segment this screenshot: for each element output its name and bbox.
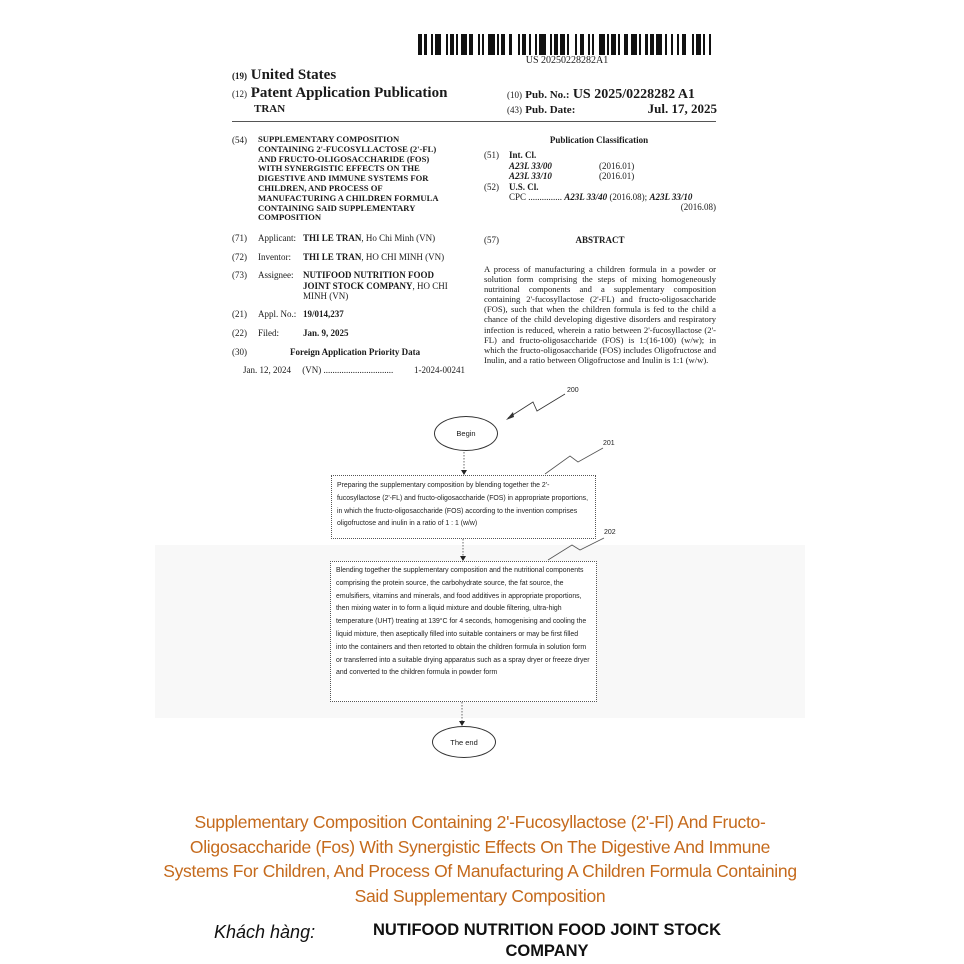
inid-code: (19) — [232, 71, 247, 81]
pub-date-label: Pub. Date: — [525, 104, 576, 116]
inid-code: (72) — [232, 252, 247, 262]
title-line: SUPPLEMENTARY COMPOSITION — [258, 134, 400, 144]
applicant-name: THI LE TRAN — [303, 233, 362, 243]
class-date: (2016.08); — [609, 192, 648, 202]
title-line: WITH SYNERGISTIC EFFECTS ON THE — [258, 163, 420, 174]
pub-class-heading: Publication Classification — [549, 135, 649, 145]
class-code: A23L 33/40 — [564, 192, 608, 202]
inventor-location: , HO CHI MINH (VN) — [361, 252, 445, 262]
abstract-heading: ABSTRACT — [575, 235, 625, 245]
pub-number-value: US 2025/0228282 A1 — [572, 87, 695, 102]
flowchart-end-node — [432, 726, 496, 758]
filed-date-value: Jan. 9, 2025 — [303, 328, 349, 338]
title-line: COMPOSITION — [258, 212, 322, 223]
foreign-priority-heading: Foreign Application Priority Data — [290, 347, 421, 357]
title-line: AND FRUCTO-OLIGOSACCHARIDE (FOS) — [258, 153, 430, 164]
abstract-text: A process of manufacturing a children formula in a powder or solution form comprising the steps of mixing homogeneously nutritional components and a supplementary composition containing 2'-fucosyllactose (2'-FL) and fructo-oligosaccharide (FOS), such that when the children formula is fed to the child a chance of the child developing digestive disorders and respiratory infection is reduced, wherein a ratio between 2'-fucosyllactose (2'-FL) and fructo-oligosaccharide (FOS) is 1:(16-100) (w/w); in which the fructo-oligosaccharide (FOS) includes Oligofructose and Inulin, and a ratio between Oligofructose and Inulin is 1:1 (w/w). — [484, 264, 716, 365]
field-label: Applicant: — [258, 233, 296, 243]
inid-code: (22) — [232, 328, 247, 338]
class-code: A23L 33/10 — [509, 171, 552, 181]
client-name: NUTIFOOD NUTRITION FOOD JOINT STOCK COMPANY — [372, 921, 722, 960]
class-code: A23L 33/00 — [509, 160, 552, 171]
cpc-label: CPC — [509, 192, 527, 202]
flowchart-step-202: Blending together the supplementary composition and the nutritional components comprising the protein source, the carbohydrate source, the fat source, the emulsifiers, vitamins and minerals, and food additives in appropriate proportions, then mixing water in to form a liquid mixture and double filtering, ultra-high temperature (UHT) treating at 139°C for 4 seconds, homogenising and cooling the liquid mixture, then aseptically filled into suitable containers or may be first filled into the containers and then retorted to obtain the children formula in solution form or transferred into a suitable drying apparatus such as a spray dryer or freeze dryer and converted to the children formula in powder form — [330, 561, 597, 702]
title-line: CHILDREN, AND PROCESS OF — [258, 182, 383, 193]
appl-no-value: 19/014,237 — [303, 309, 344, 319]
inid-code: (43) — [507, 105, 522, 115]
client-label: Khách hàng: — [214, 922, 316, 942]
reference-numeral-200: 200 — [567, 387, 579, 394]
country-name: United States — [250, 67, 337, 83]
inid-code: (71) — [232, 233, 247, 243]
inventor-surname: TRAN — [254, 103, 286, 115]
title-line: CONTAINING 2'-FUCOSYLLACTOSE (2'-FL) — [258, 143, 437, 154]
field-label: Appl. No.: — [258, 309, 297, 319]
reference-numeral-202: 202 — [604, 529, 616, 536]
leader-dots: ............... — [528, 192, 563, 202]
cpc-date-cont: (2016.08) — [680, 202, 716, 212]
inid-code: (51) — [484, 150, 499, 160]
inid-code: (54) — [232, 135, 247, 145]
priority-date: Jan. 12, 2024 — [243, 365, 291, 375]
patent-title-caption: Supplementary Composition Containing 2'-Fucosyllactose (2'-Fl) And Fructo-Oligosaccharide (Fos) With Synergistic Effects On The Digestive And Immune Systems For Children, And Process Of Manufacturing A Children Formula Containing Said Supplementary Composition — [163, 812, 797, 906]
assignee-name: JOINT STOCK COMPANY — [303, 280, 413, 291]
assignee-location: MINH (VN) — [303, 291, 349, 301]
field-label: Inventor: — [258, 252, 291, 262]
pub-number-label: Pub. No.: — [525, 89, 570, 101]
inid-code: (73) — [232, 270, 247, 280]
priority-number: 1-2024-00241 — [414, 365, 465, 375]
title-line: MANUFACTURING A CHILDREN FORMULA — [258, 192, 439, 203]
inid-code: (21) — [232, 309, 247, 319]
barcode-number: US 20250228282A1 — [525, 55, 609, 66]
class-date: (2016.01) — [599, 171, 635, 181]
field-label: Int. Cl. — [509, 150, 537, 160]
applicant-location: , Ho Chi Minh (VN) — [361, 233, 436, 243]
assignee-location: , HO CHI — [412, 280, 448, 291]
flowchart-begin-node — [434, 416, 498, 451]
title-line: CONTAINING SAID SUPPLEMENTARY — [258, 202, 416, 213]
leader-dots: ............................... — [323, 365, 394, 375]
priority-country: (VN) — [302, 365, 322, 375]
assignee-name: NUTIFOOD NUTRITION FOOD — [303, 270, 435, 280]
class-date: (2016.01) — [599, 160, 635, 171]
inid-code: (10) — [507, 90, 522, 100]
publication-type: Patent Application Publication — [250, 85, 448, 101]
inventor-name: THI LE TRAN — [303, 252, 362, 262]
flowchart-step-201: Preparing the supplementary composition by blending together the 2'-fucosyllactose (2'-FL) and fructo-oligosaccharide (FOS) in appropriate proportions, in which the fructo-oligosaccharide (FOS) according to the invention comprises oligofructose and inulin in a ratio of 1 : 1 (w/w) — [331, 475, 596, 539]
field-label: U.S. Cl. — [509, 182, 539, 192]
title-line: DIGESTIVE AND IMMUNE SYSTEMS FOR — [258, 173, 429, 184]
class-code: A23L 33/10 — [649, 192, 693, 202]
reference-numeral-201: 201 — [603, 440, 615, 447]
inid-code: (52) — [484, 182, 499, 192]
inid-code: (57) — [484, 235, 499, 245]
pub-date-value: Jul. 17, 2025 — [647, 101, 717, 116]
field-label: Filed: — [258, 328, 280, 338]
inid-code: (30) — [232, 347, 247, 357]
field-label: Assignee: — [258, 270, 294, 280]
inid-code: (12) — [232, 89, 247, 99]
end-label: The end — [450, 737, 478, 747]
begin-label: Begin — [456, 429, 476, 438]
